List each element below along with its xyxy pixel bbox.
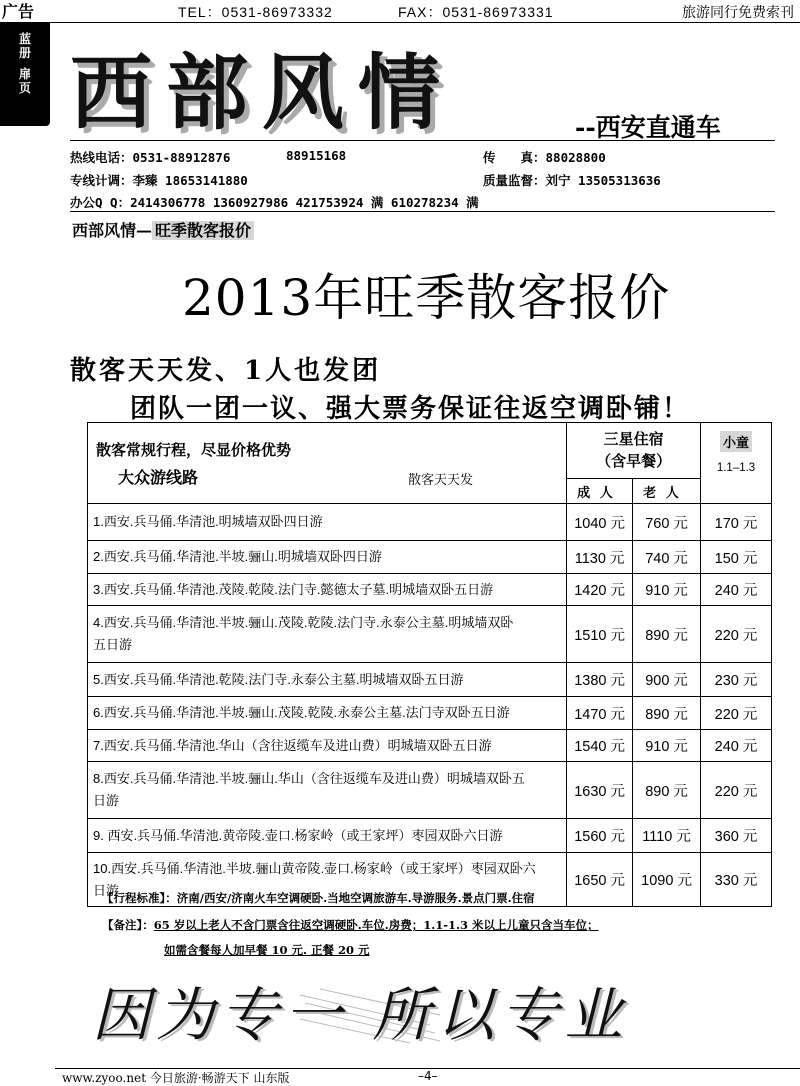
senior-price: 910 元 <box>633 574 701 606</box>
table-header-title: 散客常规行程，尽显价格优势 <box>96 441 292 459</box>
table-row <box>88 606 772 663</box>
child-price: 360 元 <box>701 819 772 853</box>
table-header-subtitle: 大众游线路 <box>118 468 199 487</box>
star-line-2: （含早餐） <box>596 452 672 470</box>
adult-price: 1510 元 <box>567 606 633 663</box>
senior-price: 890 元 <box>633 762 701 819</box>
note-remark-text: 65 岁以上老人不含门票含往返空调硬卧.车位.房费；1.1-1.3 米以上儿童只含当车位； <box>153 918 599 932</box>
planner-label: 专线计调： <box>70 173 133 188</box>
table-header-row <box>88 423 772 479</box>
senior-price: 900 元 <box>633 663 701 697</box>
note-remark-label: 【备注】： <box>102 918 154 932</box>
table-header-daily: 散客天天发 <box>408 473 474 488</box>
senior-price: 890 元 <box>633 606 701 663</box>
senior-price: 910 元 <box>633 730 701 762</box>
child-price: 220 元 <box>701 697 772 730</box>
adult-price: 1380 元 <box>567 663 633 697</box>
side-tab-char: 蓝 <box>18 32 31 46</box>
route-cell: 9. 西安.兵马俑.华清池.黄帝陵.壶口.杨家岭（或王家坪）枣园双卧六日游 <box>88 819 567 853</box>
child-price: 330 元 <box>701 853 772 907</box>
note-remark <box>102 917 599 933</box>
price-table <box>87 422 772 907</box>
fax-label: 传 真： <box>483 150 546 165</box>
top-fax: FAX：0531-86973331 <box>398 4 554 20</box>
qq-label: 办公Q Q： <box>70 195 131 210</box>
table-row <box>88 762 772 819</box>
hotline-number-2: 88915168 <box>286 148 347 163</box>
planner-value: 李臻 18653141880 <box>132 173 248 188</box>
child-price: 240 元 <box>701 574 772 606</box>
section-prefix: 西部风情— <box>72 221 153 240</box>
brand-subtitle: --西安直通车 <box>575 113 721 142</box>
slogan-daily: 散客天天发、1人也发团 <box>70 356 382 386</box>
table-row <box>88 697 772 730</box>
senior-price: 1090 元 <box>633 853 701 907</box>
route-cell: 5.西安.兵马俑.华清池.乾陵.法门寺.永泰公主墓.明城墙双卧五日游 <box>88 663 567 697</box>
contact-divider <box>70 211 775 212</box>
side-tab <box>0 22 50 126</box>
note-standard <box>102 890 535 906</box>
route-cell: 10.西安.兵马俑.华清池.半坡.骊山黄帝陵.壶口.杨家岭（或王家坪）枣园双卧六日游 <box>88 853 567 907</box>
route-cell: 1.西安.兵马俑.华清池.明城墙双卧四日游 <box>88 504 567 541</box>
table-row <box>88 504 772 541</box>
note-standard-text: 济南/西安/济南火车空调硬卧.当地空调旅游车.导游服务.景点门票.住宿 <box>176 891 535 905</box>
note-standard-label: 【行程标准】： <box>102 891 177 905</box>
hotline-label: 热线电话： <box>70 150 133 165</box>
adult-price: 1130 元 <box>567 541 633 574</box>
top-tel: TEL：0531-86973332 <box>178 4 333 20</box>
quality-label: 质量监督： <box>483 173 546 188</box>
route-cell: 4.西安.兵马俑.华清池.半坡.骊山.茂陵.乾陵.法门寺.永泰公主墓.明城墙双卧五日游 <box>88 606 567 663</box>
table-row <box>88 574 772 606</box>
adult-price: 1540 元 <box>567 730 633 762</box>
adult-price: 1560 元 <box>567 819 633 853</box>
senior-price: 890 元 <box>633 697 701 730</box>
route-cell: 8.西安.兵马俑.华清池.半坡.骊山.华山（含往返缆车及进山费）明城墙双卧五日游 <box>88 762 567 819</box>
child-price: 170 元 <box>701 504 772 541</box>
bottom-slogan: 因为专一 所以专业 <box>92 981 629 1049</box>
table-row <box>88 819 772 853</box>
brand-divider <box>70 140 775 141</box>
adult-price: 1470 元 <box>567 697 633 730</box>
adult-price: 1420 元 <box>567 574 633 606</box>
note-remark-2 <box>164 942 370 958</box>
senior-header: 老 人 <box>633 479 701 504</box>
adult-price: 1040 元 <box>567 504 633 541</box>
child-price: 230 元 <box>701 663 772 697</box>
side-tab-char: 册 <box>18 46 31 60</box>
top-tagline: 旅游同行免费索刊 <box>682 5 794 21</box>
route-cell: 7.西安.兵马俑.华清池.华山（含往返缆车及进山费）明城墙双卧五日游 <box>88 730 567 762</box>
table-row <box>88 663 772 697</box>
child-range: 1.1–1.3 <box>716 462 756 474</box>
child-price: 150 元 <box>701 541 772 574</box>
table-header-child <box>701 423 772 504</box>
qq-row <box>70 193 479 211</box>
hotline-row <box>70 148 230 166</box>
route-cell: 6.西安.兵马俑.华清池.半坡.骊山.茂陵.乾陵.永泰公主墓.法门寺双卧五日游 <box>88 697 567 730</box>
senior-price: 760 元 <box>633 504 701 541</box>
table-row <box>88 730 772 762</box>
table-header-title-cell <box>88 423 567 504</box>
side-tab-char: 扉 <box>18 67 31 81</box>
ad-label: 广告 <box>2 2 35 21</box>
section-heading <box>72 218 254 241</box>
adult-header: 成 人 <box>567 479 633 504</box>
note-remark-meal: 如需含餐每人加早餐 10 元. 正餐 20 元 <box>164 943 370 957</box>
adult-price: 1630 元 <box>567 762 633 819</box>
quality-row <box>483 171 661 189</box>
side-tab-char: 页 <box>18 81 31 95</box>
section-label: 旺季散客报价 <box>152 221 254 240</box>
quality-value: 刘宁 13505313636 <box>545 173 661 188</box>
route-cell: 2.西安.兵马俑.华清池.半坡.骊山.明城墙双卧四日游 <box>88 541 567 574</box>
route-cell: 3.西安.兵马俑.华清池.茂陵.乾陵.法门寺.懿德太子墓.明城墙双卧五日游 <box>88 574 567 606</box>
page-number: –4– <box>418 1069 438 1083</box>
main-heading: 2013年旺季散客报价 <box>182 269 671 327</box>
footer-site: www.zyoo.net 今日旅游·畅游天下 山东版 <box>62 1071 290 1085</box>
senior-price: 740 元 <box>633 541 701 574</box>
top-bar <box>0 0 800 23</box>
child-price: 220 元 <box>701 606 772 663</box>
child-price: 240 元 <box>701 730 772 762</box>
slogan-group: 团队一团一议、强大票务保证往返空调卧铺！ <box>130 394 691 424</box>
table-row <box>88 541 772 574</box>
fax-number: 88028800 <box>545 150 606 165</box>
adult-price: 1650 元 <box>567 853 633 907</box>
hotline-number: 0531-88912876 <box>132 150 231 165</box>
child-price: 220 元 <box>701 762 772 819</box>
planner-row <box>70 171 248 189</box>
brand-title: 西部风情 <box>70 45 455 141</box>
child-label: 小童 <box>720 431 752 452</box>
qq-value: 2414306778 1360927986 421753924 满 610278234 满 <box>130 195 479 210</box>
star-line-1: 三星住宿 <box>603 430 664 448</box>
fax-row <box>483 148 606 166</box>
table-header-star <box>567 423 701 479</box>
senior-price: 1110 元 <box>633 819 701 853</box>
